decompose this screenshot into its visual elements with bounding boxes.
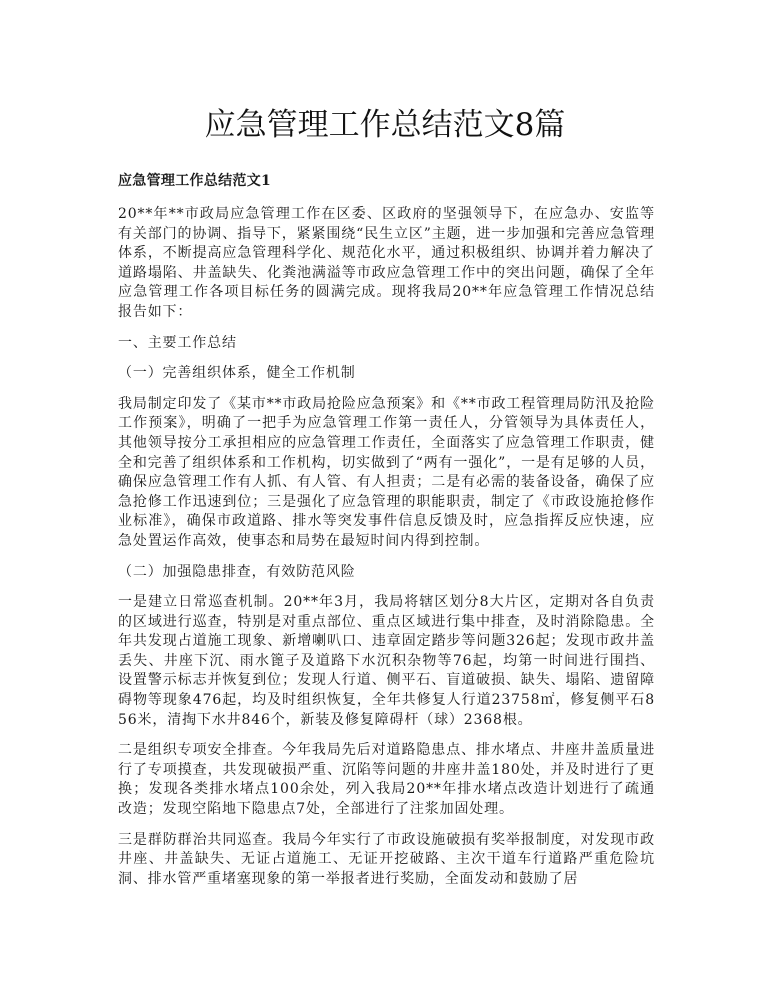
section-heading: 应急管理工作总结范文1 <box>118 173 272 189</box>
document-title: 应急管理工作总结范文8篇 <box>204 106 566 143</box>
part-heading: 一、主要工作总结 <box>118 334 237 351</box>
document-body <box>118 171 655 900</box>
subsection-heading: （一）完善组织体系，健全工作机制 <box>118 365 356 382</box>
body-paragraph: 二是组织专项安全排查。今年我局先后对道路隐患点、排水堵点、井座井盖质量进行了专项摸查，共发现破损严重、沉陷等问题的井座井盖180处，并及时进行了更换；发现各类排水堵点100余处，列入我局20**年排水堵点改造计划进行了疏通改造；发现空陷地下隐患点7处，全部进行了注浆加固处理。 <box>118 742 655 818</box>
body-paragraph: 我局制定印发了《某市**市政局抢险应急预案》和《**市政工程管理局防汛及抢险工作预案》，明确了一把手为应急管理工作第一责任人，分管领导为具体责任人，其他领导按分工承担相应的应急管理工作责任，全面落实了应急管理工作职责，健全和完善了组织体系和工作机构，切实做到了“两有一强化”，一是有足够的人员，确保应急管理工作有人抓、有人管、有人担责；二是有必需的装备设备，确保了应急抢修工作迅速到位；三是强化了应急管理的职能职责，制定了《市政设施抢修作业标准》，确保市政道路、排水等突发事件信息反馈及时，应急指挥反应快速，应急处置运作高效，使事态和局势在最短时间内得到控制。 <box>118 395 655 549</box>
body-paragraph: 三是群防群治共同巡查。我局今年实行了市政设施破损有奖举报制度，对发现市政井座、井盖缺失、无证占道施工、无证开挖破路、主次干道车行道路严重危险坑洞、排水管严重堵塞现象的第一举报者进行奖励，全面发动和鼓励了居 <box>118 831 655 887</box>
subsection-heading: （二）加强隐患排查，有效防范风险 <box>118 563 356 580</box>
intro-paragraph: 20**年**市政局应急管理工作在区委、区政府的坚强领导下，在应急办、安监等有关部门的协调、指导下，紧紧围绕“民生立区”主题，进一步加强和完善应急管理体系，不断提高应急管理科学化、规范化水平，通过积极组织、协调并着力解决了道路塌陷、井盖缺失、化粪池满溢等市政应急管理工作中的突出问题，确保了全年应急管理工作各项目标任务的圆满完成。现将我局20**年应急管理工作情况总结报告如下： <box>118 206 655 320</box>
body-paragraph: 一是建立日常巡查机制。20**年3月，我局将辖区划分8大片区，定期对各自负责的区域进行巡查，特别是对重点部位、重点区域进行集中排查，及时消除隐患。全年共发现占道施工现象、新增喇叭口、违章固定踏步等问题326起；发现市政井盖丢失、井座下沉、雨水篦子及道路下水沉积杂物等76起，均第一时间进行围挡、设置警示标志并恢复到位；发现人行道、侧平石、盲道破损、缺失、塌陷、遗留障碍物等现象476起，均及时组织恢复，全年共修复人行道23758㎡，修复侧平石856米，清掏下水井846个，新装及修复障碍杆（球）2368根。 <box>118 594 655 728</box>
